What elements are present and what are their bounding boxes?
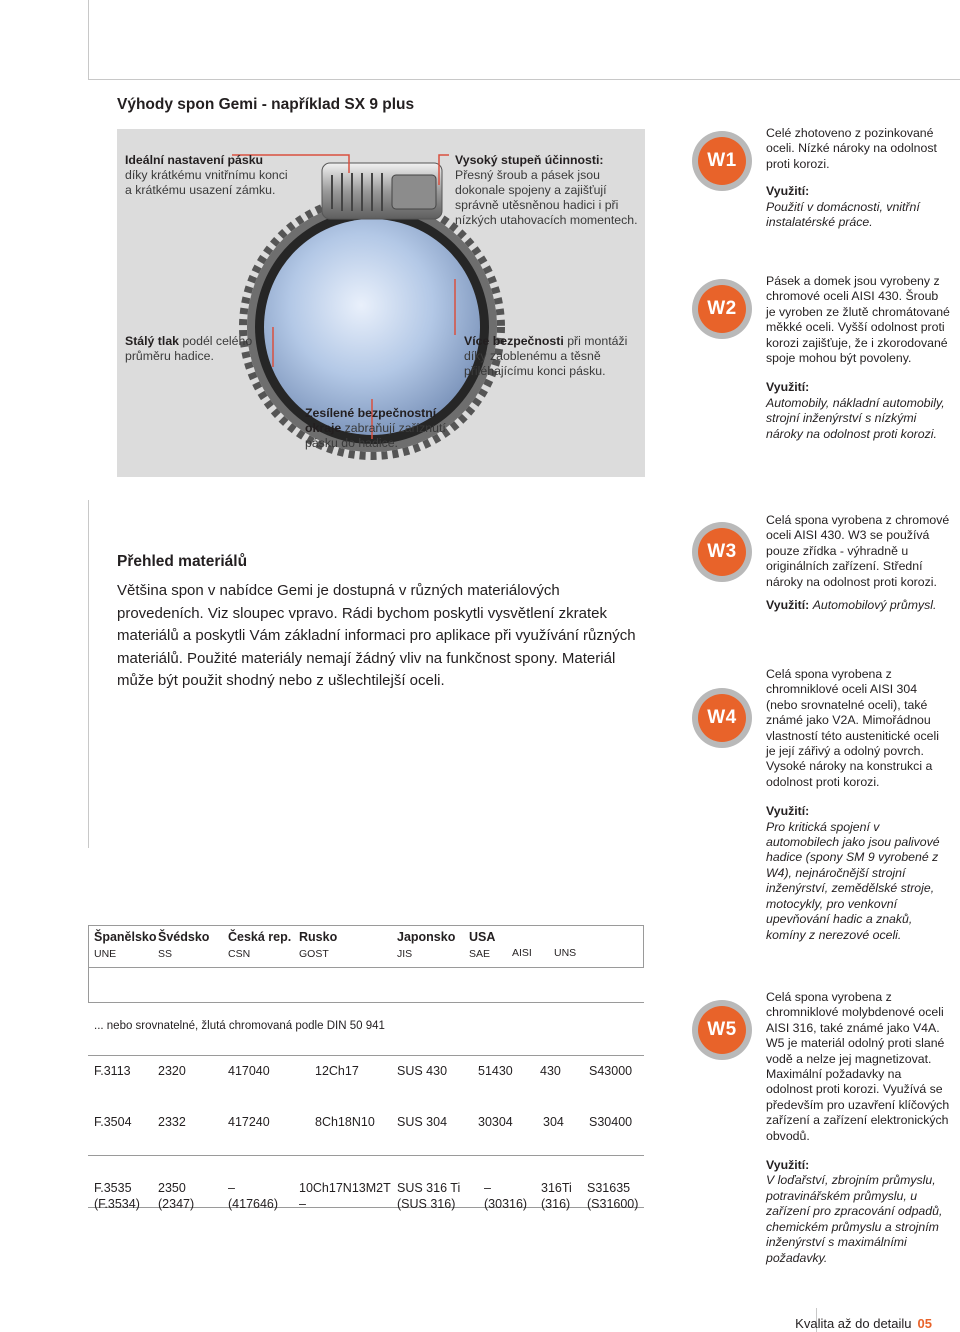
- page-footer: [795, 1316, 932, 1331]
- callout-reinforced-edges: [305, 406, 475, 451]
- header-standard: GOST: [299, 947, 329, 960]
- w2-use-label: Využití:: [766, 380, 810, 395]
- table-cell: 316Ti (316): [541, 1181, 572, 1211]
- table-cell: F.3504: [94, 1115, 132, 1129]
- header-sweden: [158, 930, 209, 962]
- w4-use-label: Využití:: [766, 804, 810, 819]
- header-uns: UNS: [554, 947, 577, 959]
- header-spain: [94, 930, 157, 962]
- callout-reinforced-edges-bold: Zesílené bezpečnostní okraje: [305, 406, 437, 435]
- header-russia: [299, 930, 337, 962]
- badge-w2-label: W2: [707, 298, 737, 319]
- clamp-diagram: [117, 129, 645, 477]
- callout-efficiency-text: Přesný šroub a pásek jsou dokonale spojeny a zajišťují správně utěsněnou hadici i při nízkých utahovacích momentech.: [455, 168, 638, 227]
- table-cell: F.3113: [94, 1064, 131, 1078]
- header-country: Španělsko: [94, 930, 157, 944]
- callout-more-safety-bold: Více bezpečnosti: [464, 334, 564, 348]
- table-line: [88, 925, 644, 926]
- badge-w1-label: W1: [707, 150, 737, 171]
- callout-more-safety-text: při montáži díky zaoblenému a těsně přiléhajícímu konci pásku.: [464, 334, 628, 378]
- table-line: [88, 967, 644, 968]
- w4-description: [766, 667, 951, 943]
- table-cell: 417240: [228, 1115, 270, 1129]
- table-cell: 304: [543, 1115, 564, 1129]
- w3-use-label: Využití:: [766, 598, 810, 613]
- callout-more-safety: [464, 334, 639, 379]
- materials-overview-title: Přehled materiálů: [117, 553, 248, 570]
- callout-band-setting-text: díky krátkému vnitřnímu konci a krátkému usazení zámku.: [125, 168, 288, 197]
- table-cell: 10Ch17N13M2T –: [299, 1181, 391, 1211]
- header-aisi: AISI: [512, 947, 532, 959]
- table-cell: SUS 304: [397, 1115, 448, 1129]
- w5-text: Celá spona vyrobena z chromniklové molybdenové oceli AISI 316, také známé jako V4A. W5 je materiál odolný proti slané vodě a nelze jej magnetizovat. Maximální požadavky na odolnost proti korozi. Využívá se především pro uzavření klíčových zařízení a zařízení elektronických obvodů.: [766, 990, 950, 1143]
- table-cell: 2320: [158, 1064, 186, 1078]
- badge-w2: [691, 278, 753, 340]
- table-cell: 2350 (2347): [158, 1181, 195, 1211]
- table-cell: 30304: [478, 1115, 513, 1129]
- page-number: 05: [917, 1316, 932, 1331]
- w2-description: [766, 274, 951, 442]
- table-cell: 2332: [158, 1115, 186, 1129]
- callout-efficiency-bold: Vysoký stupeň účinnosti:: [455, 153, 604, 167]
- materials-overview-body: Většina spon v nabídce Gemi je dostupná v různých materiálových provedeních. Viz sloupec vpravo. Rádi bychom poskytli vysvětlení zkratek materiálů a poskytli Vám základní informaci pro aplikace při využívání různých materiálů. Použité materiály nemají žádný vliv na funkčnost spony. Materiál může být použit shodný nebo z ušlechtilejší oceli.: [117, 582, 636, 689]
- header-country: Rusko: [299, 930, 338, 944]
- page-frame-top: [88, 0, 960, 80]
- w3-description: [766, 513, 951, 613]
- badge-w1: [691, 130, 753, 192]
- callout-reinforced-edges-text: zabraňují zaříznutí pásku do hadice.: [305, 421, 446, 450]
- page-title: Výhody spon Gemi - například SX 9 plus: [117, 96, 415, 113]
- w3-text: Celá spona vyrobena z chromové oceli AISI 430. W3 se používá pouze zřídka - výhradně u originálních zařízení. Střední nároky na odolnost proti korozi.: [766, 513, 950, 589]
- w2-use-text: Automobily, nákladní automobily, strojní inženýrství s nízkými nároky na odolnost proti korozi.: [766, 395, 945, 441]
- header-usa: [469, 930, 495, 962]
- header-country: USA: [469, 930, 496, 944]
- w1-use-label: Využití:: [766, 184, 810, 199]
- table-cell: 430: [540, 1064, 561, 1078]
- footer-text: Kvalita až do detailu: [795, 1316, 912, 1331]
- header-country: Švédsko: [158, 930, 210, 944]
- badge-w3-label: W3: [707, 541, 737, 562]
- header-japan: [397, 930, 455, 962]
- header-standard: JIS: [397, 947, 413, 960]
- page-frame-left: [88, 500, 89, 848]
- header-country: Japonsko: [397, 930, 456, 944]
- header-standard: UNE: [94, 947, 117, 960]
- table-line: [88, 1002, 644, 1003]
- table-cell: F.3535 (F.3534): [94, 1181, 140, 1211]
- badge-w4-label: W4: [707, 707, 737, 728]
- badge-w5: [691, 999, 753, 1061]
- w5-description: [766, 990, 951, 1266]
- badge-w5-label: W5: [707, 1019, 737, 1040]
- table-line: [88, 925, 89, 1002]
- table-cell: 417040: [228, 1064, 270, 1078]
- table-cell: S31635 (S31600): [587, 1181, 639, 1211]
- table-cell: S30400: [589, 1115, 633, 1129]
- callout-constant-pressure-bold: Stálý tlak: [125, 334, 179, 348]
- badge-w3: [691, 521, 753, 583]
- w4-text: Celá spona vyrobena z chromniklové oceli AISI 304 (nebo srovnatelné oceli), také známé jako V2A. Mimořádnou vlastností této austenitické oceli je její zářivý a odolný povrch. Vysoké nároky na konstrukci a odolnost proti korozi.: [766, 667, 939, 789]
- callout-efficiency: [455, 153, 645, 228]
- w2-text: Pásek a domek jsou vyrobeny z chromové oceli AISI 430. Šroub je vyroben ze žlutě chromátované měkké oceli. Vyšší odolnost proti korozi zajišťuje, že i zkorodované spoje mohou být povoleny.: [766, 274, 950, 366]
- w5-use-label: Využití:: [766, 1158, 810, 1173]
- callout-band-setting: [125, 153, 295, 198]
- header-country: Česká rep.: [228, 930, 292, 944]
- table-cell: – (417646): [228, 1181, 279, 1211]
- table-note: ... nebo srovnatelné, žlutá chromovaná podle DIN 50 941: [94, 1020, 385, 1032]
- table-cell: 8Ch18N10: [315, 1115, 375, 1129]
- table-line: [643, 925, 644, 967]
- w5-use-text: V loďařství, zbrojním průmyslu, potravinářském průmyslu, u zařízení pro zpracování odpadů, chemickém průmyslu a strojním inženýrství s maximálními požadavky.: [766, 1173, 943, 1265]
- table-cell: – (30316): [484, 1181, 528, 1211]
- table-cell: SUS 430: [397, 1064, 448, 1078]
- callout-band-setting-bold: Ideální nastavení pásku: [125, 153, 264, 167]
- table-cell: SUS 316 Ti (SUS 316): [397, 1181, 461, 1211]
- table-line: [88, 1155, 644, 1156]
- w1-use-text: Použití v domácnosti, vnitřní instalatérské práce.: [766, 199, 920, 230]
- callout-constant-pressure: [125, 334, 270, 364]
- table-cell: 12Ch17: [315, 1064, 359, 1078]
- callout-constant-pressure-text: podél celého průměru hadice.: [125, 334, 253, 363]
- w1-description: [766, 126, 951, 230]
- header-standard: SS: [158, 947, 173, 960]
- table-line: [88, 1055, 644, 1056]
- header-standard: CSN: [228, 947, 251, 960]
- table-cell: S43000: [589, 1064, 633, 1078]
- table-cell: 51430: [478, 1064, 513, 1078]
- badge-w4: [691, 687, 753, 749]
- header-czech: [228, 930, 291, 962]
- w1-text: Celé zhotoveno z pozinkované oceli. Nízké nároky na odolnost proti korozi.: [766, 126, 937, 171]
- w4-use-text: Pro kritická spojení v automobilech jako jsou palivové hadice (spony SM 9 vyrobené z W4), nejnáročnější strojní inženýrství, zemědělské stroje, motocykly, pro venkovní upevňování hadic a znaků, komíny z nerezové oceli.: [766, 819, 940, 942]
- w3-use-text: Automobilový průmysl.: [812, 598, 937, 613]
- header-standard: SAE: [469, 947, 491, 960]
